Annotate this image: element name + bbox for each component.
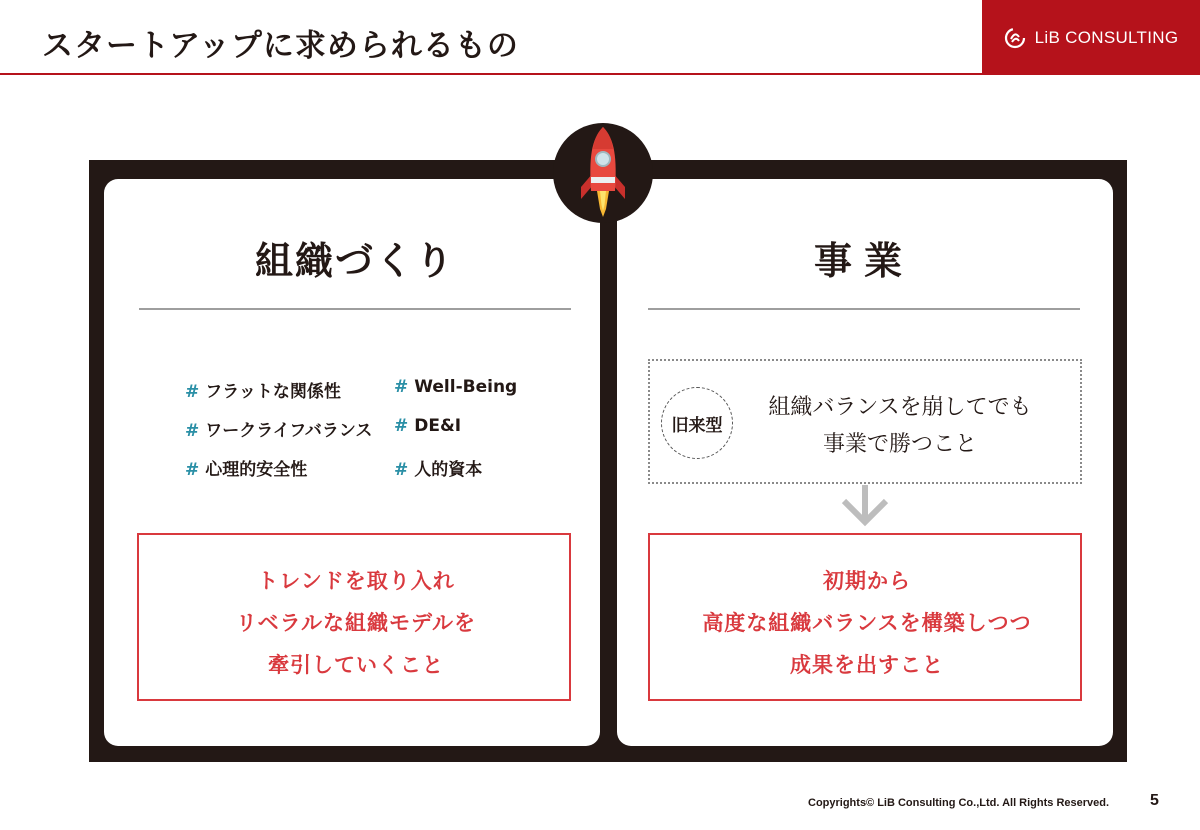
tag-item: # DE&I: [394, 416, 462, 436]
tag-item: # 人的資本: [394, 460, 483, 480]
brand-banner: [982, 0, 1200, 75]
business-result-box: [648, 533, 1082, 701]
tag-item: # ワークライフバランス: [185, 421, 373, 441]
result-line: 成果を出すこと: [790, 653, 944, 677]
brand-name: LiB CONSULTING: [1034, 27, 1179, 47]
slide-title: スタートアップに求められるもの: [42, 28, 519, 64]
copyright-text: Copyrights© LiB Consulting Co.,Ltd. All Rights Reserved.: [808, 797, 1110, 809]
traditional-text-line: 事業で勝つこと: [822, 432, 977, 457]
chevron-down-icon: [838, 485, 892, 529]
business-divider: [648, 308, 1080, 310]
traditional-text-line: 組織バランスを崩してでも: [768, 395, 1032, 420]
traditional-label-badge: 旧来型: [661, 387, 733, 459]
organization-title: 組織づくり: [254, 239, 455, 283]
result-line: リベラルな組織モデルを: [236, 611, 476, 635]
tag-item: # 心理的安全性: [185, 460, 308, 480]
tag-item: # フラットな関係性: [185, 382, 341, 402]
organization-divider: [139, 308, 571, 310]
result-line: 牽引していくこと: [268, 653, 444, 677]
result-line: 初期から: [823, 569, 911, 593]
rocket-icon: [575, 125, 631, 221]
result-line: 高度な組織バランスを構築しつつ: [702, 611, 1032, 635]
title-underline: [0, 73, 982, 75]
organization-result-box: [137, 533, 571, 701]
result-line: トレンドを取り入れ: [257, 569, 455, 593]
lib-logo-icon: [1004, 27, 1026, 49]
page-number: 5: [1150, 792, 1159, 809]
rocket-badge: [553, 123, 653, 223]
business-title: 事業: [813, 239, 914, 283]
tag-item: # Well-Being: [394, 377, 518, 397]
